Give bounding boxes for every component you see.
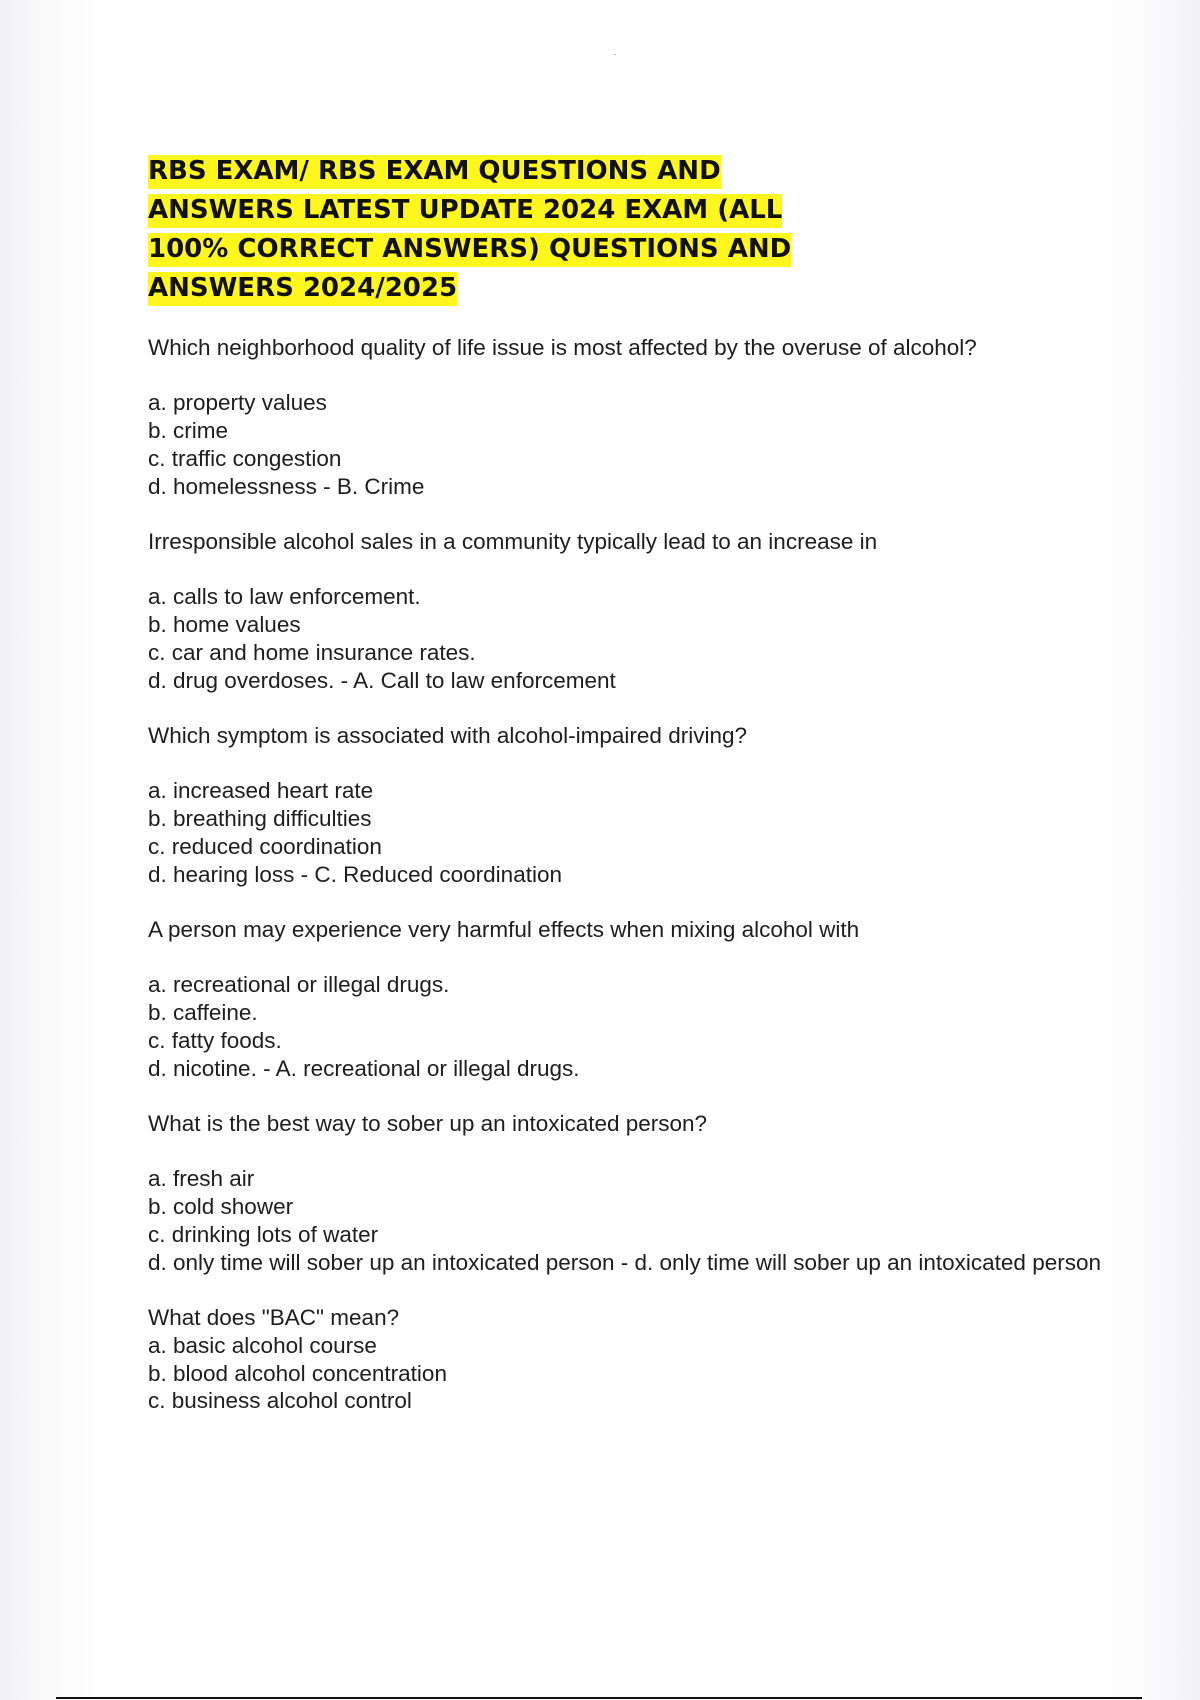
- answer-option: c. reduced coordination: [148, 833, 382, 859]
- answer-option: a. recreational or illegal drugs.: [148, 972, 450, 998]
- answer-option: b. home values: [148, 612, 301, 638]
- qa-list: [148, 334, 1108, 1443]
- question-text: Irresponsible alcohol sales in a community typically lead to an increase in: [148, 528, 878, 554]
- answer-option: a. calls to law enforcement.: [148, 584, 421, 610]
- answer-option: a. basic alcohol course: [148, 1332, 377, 1358]
- qa-item: [148, 334, 1108, 500]
- answer-option: d. nicotine. - A. recreational or illegal drugs.: [148, 1055, 580, 1081]
- answer-option: c. traffic congestion: [148, 445, 342, 471]
- qa-item: [148, 1110, 1108, 1276]
- answer-option: a. property values: [148, 390, 327, 416]
- answer-option: c. business alcohol control: [148, 1388, 412, 1414]
- answer-option: b. crime: [148, 418, 229, 444]
- document-title: [148, 152, 848, 308]
- answer-option: d. only time will sober up an intoxicated person - d. only time will sober up an intoxicated person: [148, 1249, 1101, 1275]
- question-text: What is the best way to sober up an intoxicated person?: [148, 1110, 708, 1136]
- qa-item: [148, 916, 1108, 1082]
- question-text: What does "BAC" mean?: [148, 1304, 400, 1330]
- page-bottom-rule: [56, 1697, 1142, 1699]
- title-highlight: RBS EXAM/ RBS EXAM QUESTIONS AND ANSWERS LATEST UPDATE 2024 EXAM (ALL 100% CORRECT ANSWERS) QUESTIONS AND ANSWERS 2024/2025: [148, 155, 791, 306]
- qa-item: [148, 528, 1108, 694]
- answer-option: c. car and home insurance rates.: [148, 639, 476, 665]
- question-text: A person may experience very harmful effects when mixing alcohol with: [148, 916, 860, 942]
- answer-option: a. increased heart rate: [148, 778, 374, 804]
- answer-option: b. breathing difficulties: [148, 806, 372, 832]
- answer-option: c. drinking lots of water: [148, 1221, 379, 1247]
- scan-speck: [614, 54, 616, 55]
- answer-option: b. caffeine.: [148, 1000, 258, 1026]
- answer-option: d. drug overdoses. - A. Call to law enforcement: [148, 667, 616, 693]
- question-text: Which symptom is associated with alcohol-impaired driving?: [148, 722, 747, 748]
- answer-option: b. blood alcohol concentration: [148, 1360, 447, 1386]
- qa-item: [148, 722, 1108, 888]
- answer-option: a. fresh air: [148, 1166, 255, 1192]
- question-text: Which neighborhood quality of life issue is most affected by the overuse of alcohol?: [148, 335, 977, 360]
- answer-option: d. homelessness - B. Crime: [148, 473, 425, 499]
- answer-option: c. fatty foods.: [148, 1027, 282, 1053]
- answer-option: d. hearing loss - C. Reduced coordination: [148, 861, 562, 887]
- answer-option: b. cold shower: [148, 1194, 294, 1220]
- qa-item: [148, 1304, 1108, 1415]
